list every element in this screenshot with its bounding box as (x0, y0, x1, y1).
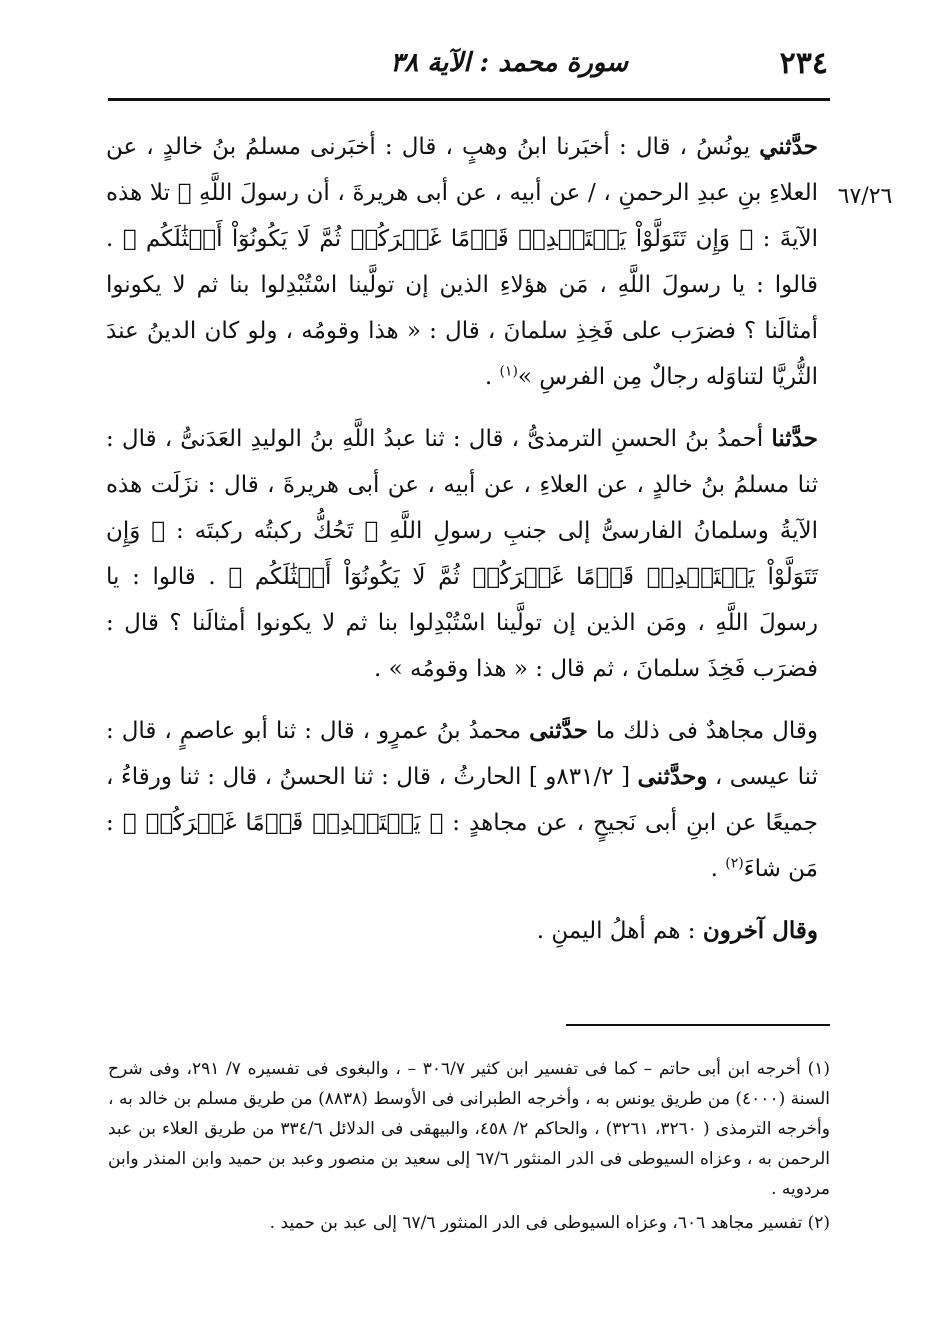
paragraph-text: أحمدُ بنُ الحسنِ الترمذىُّ ، قال : ثنا عبدُ اللَّهِ بنُ الوليدِ العَدَنىُّ ، قال : ثنا مسلمُ بنُ خالدٍ ، عن العلاءِ ، عن أبيه ، عن أبى هريرةَ ، قال : نزَلَت هذه الآيةُ وسلمانُ الفارسىُّ إلى جنبِ رسولِ اللَّهِ ﷺ تَحُكُّ ركبتُه ركبتَه : ﴿ وَإِن تَتَوَلَّوْاْ يَسۡتَبۡدِلۡ قَوۡمًا غَيۡرَكُمۡ ثُمَّ لَا يَكُونُوٓاْ أَمۡثَٰلَكُم ﴾ . قالوا : يا رسولَ اللَّهِ ، ومَن الذين إن تولَّينا اسْتُبْدِلوا بنا ثم لا يكونوا أمثالَنا ؟ قال : فضرَب فَخِذَ سلمانَ ، ثم قال : « هذا وقومُه » (106, 426, 818, 682)
paragraph-text-2: [ ٨٣١/٢و ] الحارثُ ، قال : ثنا الحسنُ ، قال : ثنا ورقاءُ ، جميعًا عن ابنِ أبى نَجيحٍ ، عن مجاهدٍ : ﴿ يَسۡتَبۡدِلۡ قَوۡمًا غَيۡرَكُمۡ ﴾ : مَن شاءَ (106, 764, 818, 882)
hadith-lead: حدَّثني (759, 133, 818, 160)
footnotes (108, 1054, 830, 1242)
footnote-ref-1: (١) (499, 363, 518, 380)
hadith-lead-2: وحدَّثنى (637, 763, 708, 790)
paragraph-text: محمدُ بنُ عمرٍو ، قال : ثنا أبو عاصمٍ ، قال : ثنا عيسى ، (106, 718, 818, 790)
paragraph-text: يونُسُ ، قال : أخبَرنا ابنُ وهبٍ ، قال : أخبَرنى مسلمُ بنُ خالدٍ ، عن العلاءِ بنِ عبدِ الرحمنِ ، / عن أبيه ، عن أبى هريرةَ ، أن رسولَ اللَّهِ ﷺ تلا هذه الآيةَ : ﴿ وَإِن تَتَوَلَّوْاْ يَسۡتَبۡدِلۡ قَوۡمًا غَيۡرَكُمۡ ثُمَّ لَا يَكُونُوٓاْ أَمۡثَٰلَكُم ﴾ . قالوا : يا رسولَ اللَّهِ ، مَن هؤلاءِ الذين إن تولَّينا اسْتُبْدِلوا بنا ثم لا يكونوا أمثالَنا ؟ فضرَب على فَخِذِ سلمانَ ، قال : « هذا وقومُه ، ولو كان الدينُ عندَ الثُّريَّا لتناوَله رجالٌ مِن الفرسِ » (106, 134, 818, 390)
running-head: سورة محمد : الآية ٣٨ (390, 48, 628, 78)
page-number: ٢٣٤ (779, 46, 828, 81)
hadith-lead: حدَّثنى (529, 717, 588, 744)
paragraph-end: . (710, 856, 726, 882)
header-rule (108, 98, 830, 101)
paragraph-end: . (484, 364, 500, 390)
footnote-1: (١) أخرجه ابن أبى حاتم – كما فى تفسير ابن كثير ٣٠٦/٧ – ، والبغوى فى تفسيره ٧/ ٢٩١، وفى شرح السنة (٤٠٠٠) من طريق يونس به ، وأخرجه الطبرانى فى الأوسط (٨٨٣٨) من طريق مسلم بن خالد به ، وأخرجه الترمذى ( ٣٢٦٠، ٣٢٦١) ، والحاكم ٢/ ٤٥٨، والبيهقى فى الدلائل ٣٣٤/٦ من طريق العلاء بن عبد الرحمن به ، وعزاه السيوطى فى الدر المنثور ٦٧/٦ إلى سعيد بن منصور وعبد بن حميد وابن المنذر وابن مردويه . (108, 1059, 830, 1199)
hadith-lead: وقال آخرون (702, 917, 818, 944)
paragraph-4 (106, 908, 818, 954)
paragraph-end: . (374, 656, 389, 682)
footnote-rule (566, 1024, 830, 1026)
paragraph-text: : هم أهلُ اليمنِ . (536, 918, 703, 944)
footnote-ref-2: (٢) (725, 855, 744, 872)
hadith-lead: حدَّثنا (771, 425, 818, 452)
page-header (108, 36, 828, 96)
paragraph-3 (106, 708, 818, 892)
paragraph-1 (106, 124, 818, 400)
margin-reference: ٦٧/٢٦ (837, 184, 893, 209)
main-text (106, 124, 818, 954)
paragraph-pre: وقال مجاهدٌ فى ذلك ما (587, 718, 819, 744)
paragraph-2 (106, 416, 818, 692)
footnote-2: (٢) تفسير مجاهد ٦٠٦، وعزاه السيوطى فى الدر المنثور ٦٧/٦ إلى عبد بن حميد . (269, 1213, 830, 1233)
